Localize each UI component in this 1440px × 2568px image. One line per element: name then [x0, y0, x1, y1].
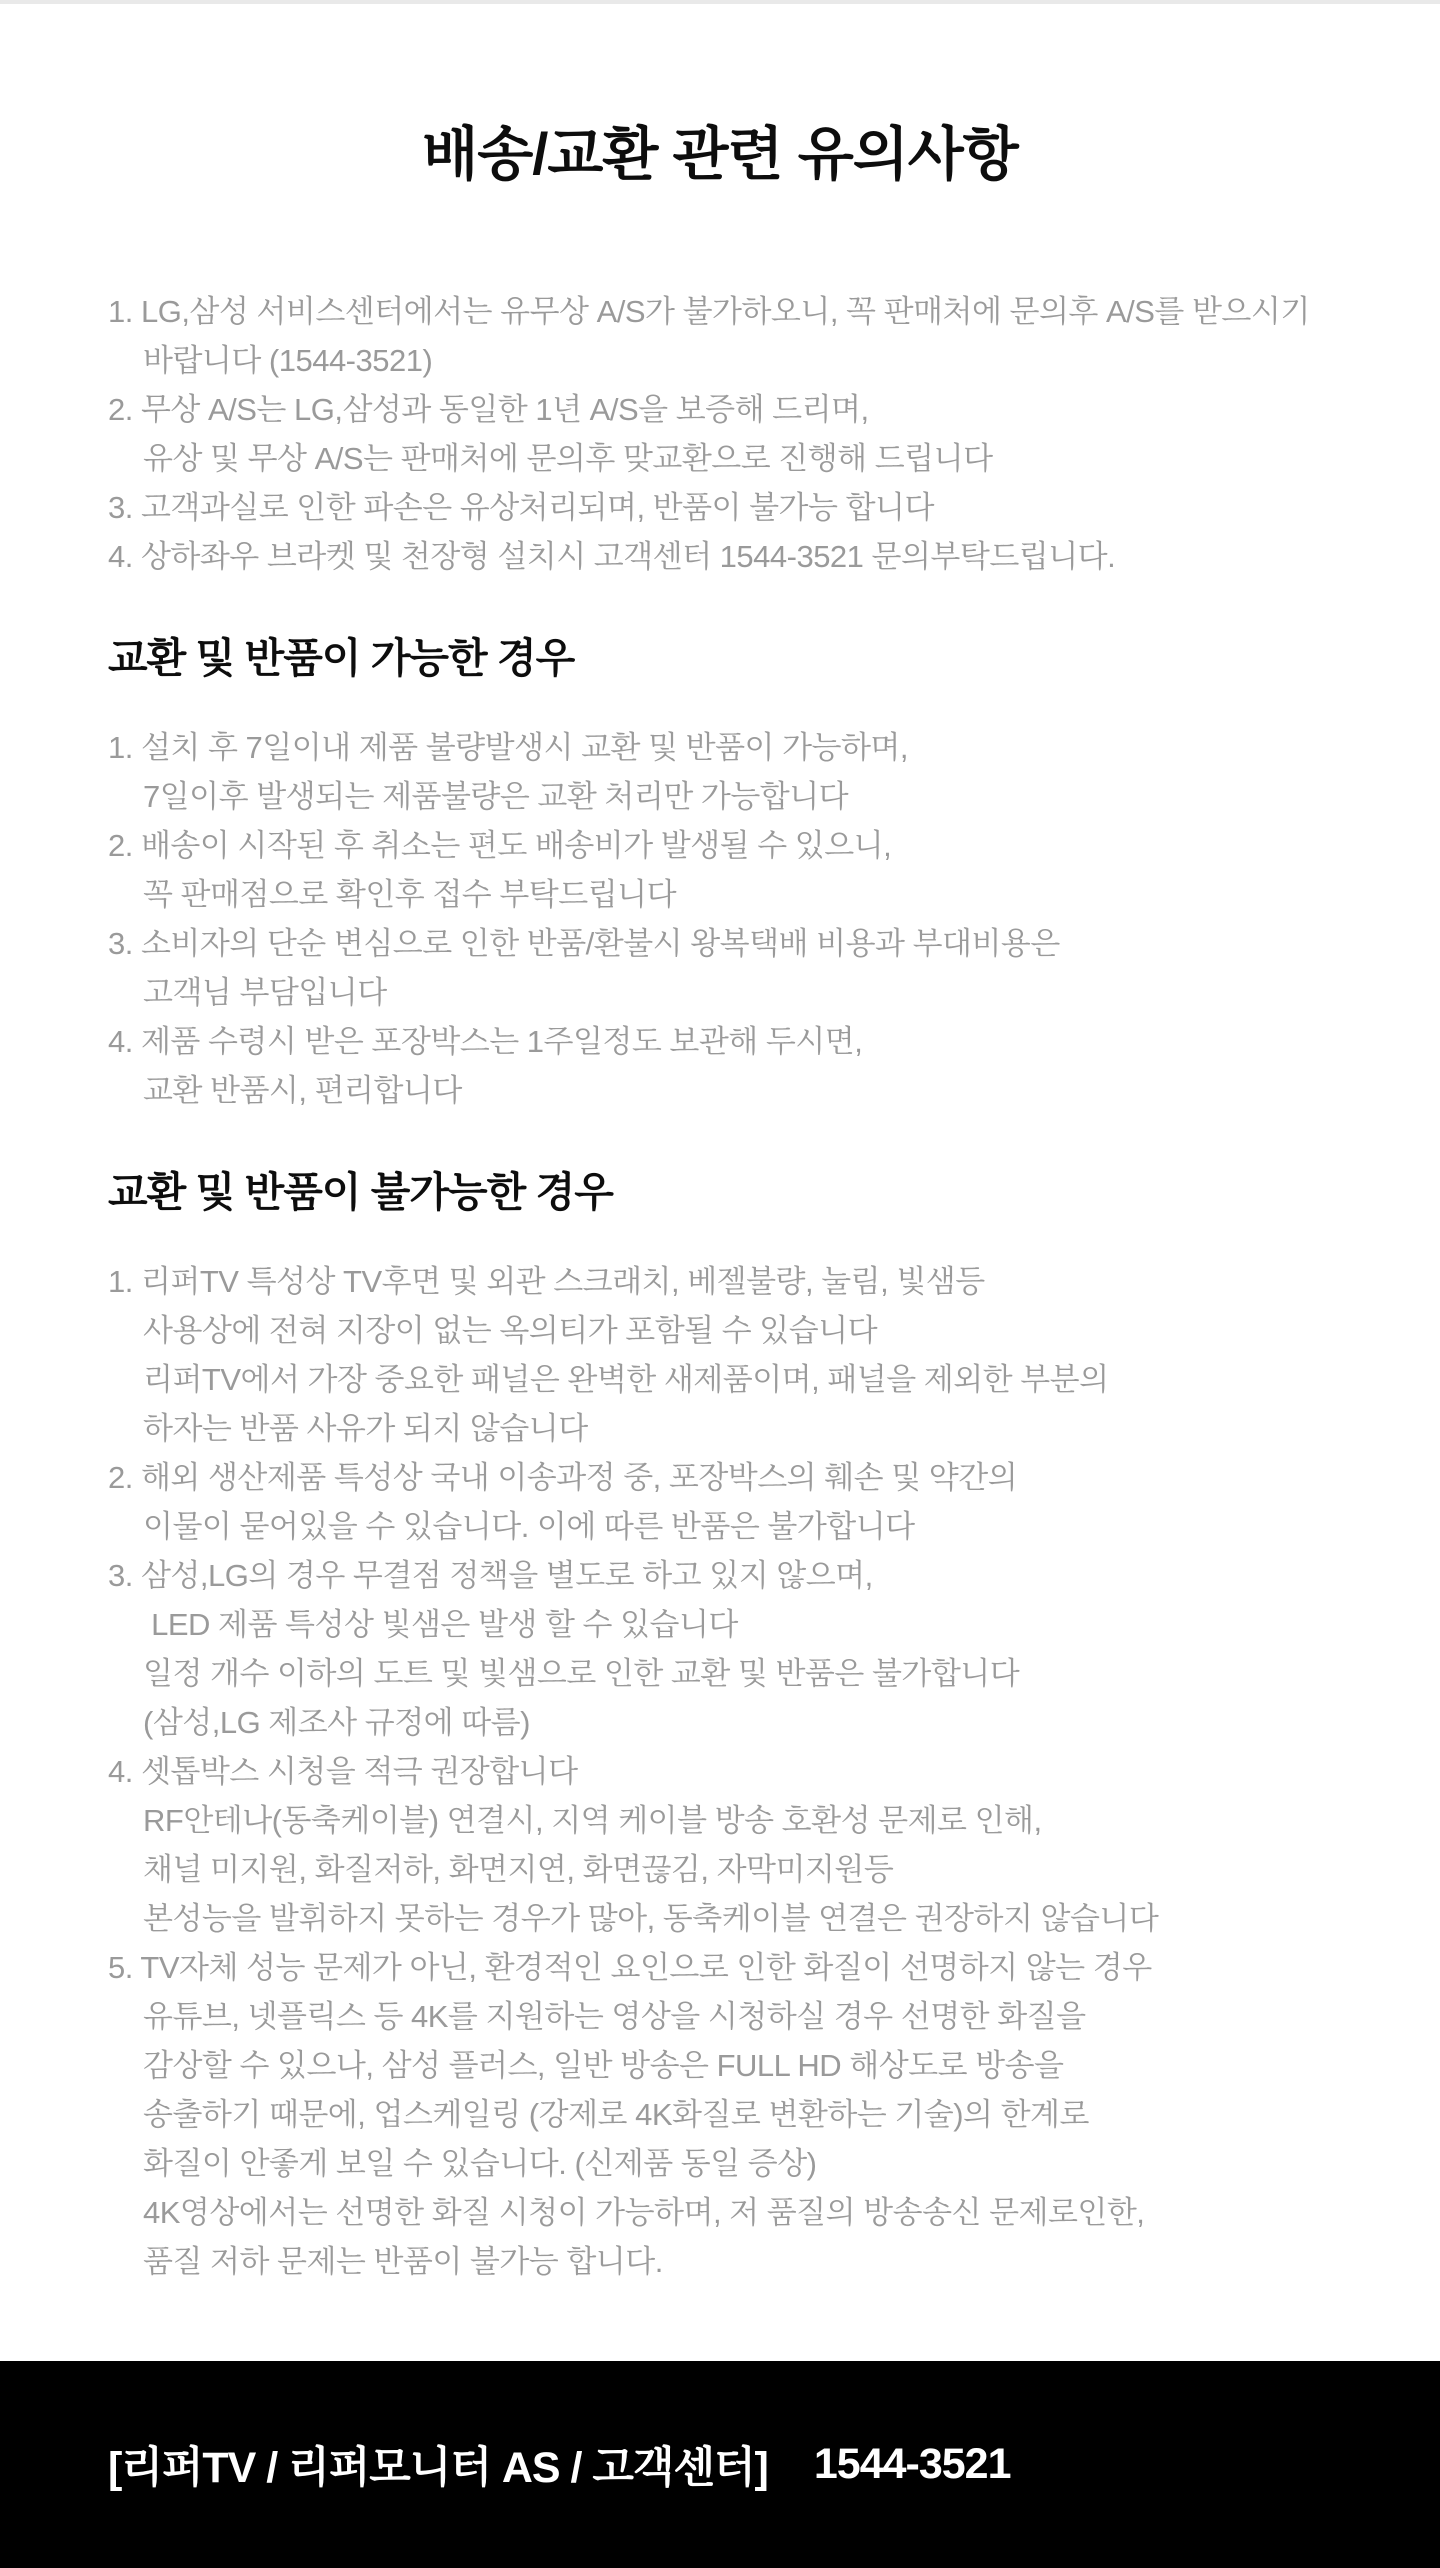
notice-line: 유상 및 무상 A/S는 판매처에 문의후 맞교환으로 진행해 드립니다 [143, 441, 993, 476]
notice-line: 2. 해외 생산제품 특성상 국내 이송과정 중, 포장박스의 훼손 및 약간의 [108, 1460, 1018, 1495]
notice-line: 1. 설치 후 7일이내 제품 불량발생시 교환 및 반품이 가능하며, [108, 730, 908, 765]
notice-list-returnable [108, 723, 1332, 1115]
section-heading-returnable: 교환 및 반품이 가능한 경우 [108, 635, 575, 681]
notice-line: 이물이 묻어있을 수 있습니다. 이에 따른 반품은 불가합니다 [143, 1509, 915, 1544]
notice-line: 일정 개수 이하의 도트 및 빛샘으로 인한 교환 및 반품은 불가합니다 [143, 1656, 1020, 1691]
notice-line: 4. 상하좌우 브라켓 및 천장형 설치시 고객센터 1544-3521 문의부탁드립니다. [108, 539, 1116, 574]
notice-line: 2. 무상 A/S는 LG,삼성과 동일한 1년 A/S을 보증해 드리며, [108, 392, 869, 427]
notice-line: 2. 배송이 시작된 후 취소는 편도 배송비가 발생될 수 있으니, [108, 828, 892, 863]
notice-line: (삼성,LG 제조사 규정에 따름) [143, 1705, 530, 1740]
notice-line: 1. 리퍼TV 특성상 TV후면 및 외관 스크래치, 베젤불량, 눌림, 빛샘등 [108, 1264, 985, 1299]
notice-line: 4. 셋톱박스 시청을 적극 권장합니다 [108, 1754, 578, 1789]
notice-line: 교환 반품시, 편리합니다 [143, 1073, 462, 1108]
footer-contact-label: [리퍼TV / 리퍼모니터 AS / 고객센터] [108, 2444, 768, 2492]
notice-list-as [108, 287, 1332, 581]
notice-list-non-returnable [108, 1257, 1332, 2286]
notice-line: LED 제품 특성상 빛샘은 발생 할 수 있습니다 [143, 1607, 738, 1642]
notice-line: 리퍼TV에서 가장 중요한 패널은 완벽한 새제품이며, 패널을 제외한 부분의 [143, 1362, 1109, 1397]
notice-content [0, 287, 1440, 2286]
notice-line: 채널 미지원, 화질저하, 화면지연, 화면끊김, 자막미지원등 [143, 1852, 894, 1887]
notice-line: 4. 제품 수령시 받은 포장박스는 1주일정도 보관해 두시면, [108, 1024, 863, 1059]
notice-line: 고객님 부담입니다 [143, 975, 387, 1010]
section-heading-non-returnable: 교환 및 반품이 불가능한 경우 [108, 1169, 613, 1215]
notice-line: 3. 소비자의 단순 변심으로 인한 반품/환불시 왕복택배 비용과 부대비용은 [108, 926, 1060, 961]
notice-line: 바랍니다 (1544-3521) [143, 343, 433, 378]
notice-line: 유튜브, 넷플릭스 등 4K를 지원하는 영상을 시청하실 경우 선명한 화질을 [143, 1999, 1086, 2034]
notice-line: 송출하기 때문에, 업스케일링 (강제로 4K화질로 변환하는 기술)의 한계로 [143, 2097, 1089, 2132]
footer-bar [0, 2361, 1440, 2568]
notice-line: 3. 삼성,LG의 경우 무결점 정책을 별도로 하고 있지 않으며, [108, 1558, 873, 1593]
notice-line: 1. LG,삼성 서비스센터에서는 유무상 A/S가 불가하오니, 꼭 판매처에 문의후 A/S를 받으시기 [108, 294, 1310, 329]
top-divider-strip [0, 0, 1440, 4]
notice-line: 3. 고객과실로 인한 파손은 유상처리되며, 반품이 불가능 합니다 [108, 490, 934, 525]
page-title: 배송/교환 관련 유의사항 [422, 122, 1018, 187]
notice-line: 5. TV자체 성능 문제가 아닌, 환경적인 요인으로 인한 화질이 선명하지 않는 경우 [108, 1950, 1152, 1985]
notice-line: 하자는 반품 사유가 되지 않습니다 [143, 1411, 588, 1446]
notice-line: 감상할 수 있으나, 삼성 플러스, 일반 방송은 FULL HD 해상도로 방송을 [143, 2048, 1064, 2083]
notice-line: 꼭 판매점으로 확인후 접수 부탁드립니다 [143, 877, 677, 912]
notice-line: 7일이후 발생되는 제품불량은 교환 처리만 가능합니다 [143, 779, 849, 814]
footer-contact [108, 2434, 1011, 2495]
notice-line: RF안테나(동축케이블) 연결시, 지역 케이블 방송 호환성 문제로 인해, [143, 1803, 1042, 1838]
notice-line: 화질이 안좋게 보일 수 있습니다. (신제품 동일 증상) [143, 2146, 817, 2181]
notice-line: 본성능을 발휘하지 못하는 경우가 많아, 동축케이블 연결은 권장하지 않습니다 [143, 1901, 1159, 1936]
notice-line: 품질 저하 문제는 반품이 불가능 합니다. [143, 2244, 663, 2279]
notice-line: 4K영상에서는 선명한 화질 시청이 가능하며, 저 품질의 방송송신 문제로인한, [143, 2195, 1145, 2230]
footer-phone-number: 1544-3521 [813, 2440, 1011, 2488]
notice-line: 사용상에 전혀 지장이 없는 옥의티가 포함될 수 있습니다 [143, 1313, 878, 1348]
